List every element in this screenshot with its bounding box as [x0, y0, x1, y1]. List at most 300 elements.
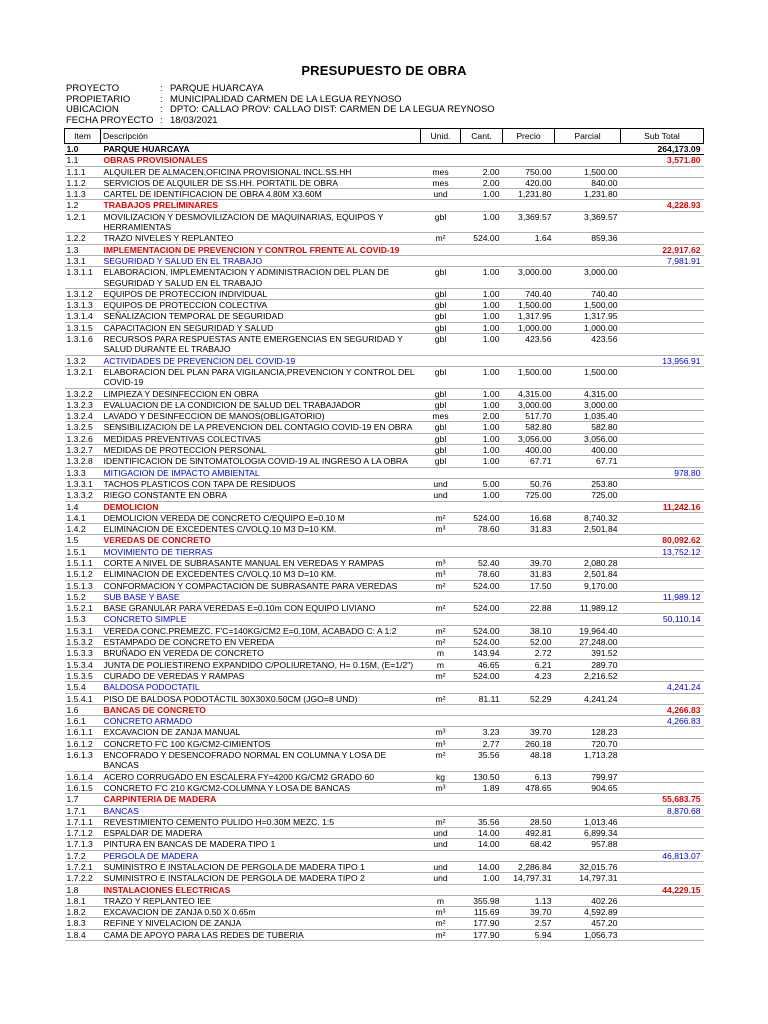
row-item-code: 1.5 — [65, 535, 101, 546]
row-unit: mes — [421, 177, 461, 188]
row-subtotal — [621, 445, 704, 456]
row-unit: m³ — [421, 738, 461, 749]
row-description: ACERO CORRUGADO EN ESCALERA FY=4200 KG/CM2 GRADO 60 — [101, 771, 421, 782]
row-unit: gbl — [421, 322, 461, 333]
row-item-code: 1.3.2.7 — [65, 445, 101, 456]
row-item-code: 1.1 — [65, 155, 101, 166]
table-row — [65, 839, 704, 850]
row-price — [503, 850, 555, 861]
row-price: 3,369.57 — [503, 211, 555, 233]
header-item: Item — [65, 129, 101, 144]
row-description: ALQUILER DE ALMACEN,OFICINA PROVISIONAL INCL.SS.HH — [101, 166, 421, 177]
row-subtotal: 44,229.15 — [621, 884, 704, 895]
table-row — [65, 334, 704, 356]
row-item-code: 1.3.2.8 — [65, 456, 101, 467]
row-unit: m³ — [421, 557, 461, 568]
row-subtotal — [621, 233, 704, 244]
row-unit — [421, 850, 461, 861]
table-row — [65, 648, 704, 659]
row-price: 68.42 — [503, 839, 555, 850]
row-subtotal — [621, 918, 704, 929]
row-subtotal — [621, 166, 704, 177]
row-unit: m² — [421, 637, 461, 648]
header-unit: Unid. — [421, 129, 461, 144]
row-subtotal — [621, 267, 704, 289]
page-title: PRESUPUESTO DE OBRA — [301, 63, 467, 78]
row-quantity: 1.00 — [461, 288, 503, 299]
row-subtotal — [621, 738, 704, 749]
colon-separator: : — [160, 104, 163, 116]
row-partial: 1,500.00 — [555, 166, 621, 177]
row-description: CONFORMACION Y COMPACTACION DE SUBRASANTE PARA VEREDAS — [101, 580, 421, 591]
row-partial: 1,500.00 — [555, 300, 621, 311]
row-partial: 32,015.76 — [555, 862, 621, 873]
row-description: REVESTIMIENTO CEMENTO PULIDO H=0.30M MEZC. 1:5 — [101, 816, 421, 827]
project-info-label: PROPIETARIO — [66, 93, 131, 105]
table-row — [65, 267, 704, 289]
table-row — [65, 828, 704, 839]
row-unit: mes — [421, 411, 461, 422]
row-quantity: 46.65 — [461, 659, 503, 670]
row-quantity — [461, 794, 503, 805]
row-quantity: 52.40 — [461, 557, 503, 568]
row-unit: m² — [421, 580, 461, 591]
row-price — [503, 716, 555, 727]
row-unit — [421, 682, 461, 693]
row-unit: gbl — [421, 445, 461, 456]
row-quantity — [461, 682, 503, 693]
row-price: 17.50 — [503, 580, 555, 591]
row-unit — [421, 501, 461, 512]
row-description: RIEGO CONSTANTE EN OBRA — [101, 490, 421, 501]
row-price — [503, 682, 555, 693]
header-price: Precio — [503, 129, 555, 144]
row-subtotal: 80,092.62 — [621, 535, 704, 546]
row-description: BANCAS — [101, 805, 421, 816]
row-quantity: 524.00 — [461, 670, 503, 681]
row-description: ENCOFRADO Y DESENCOFRADO NORMAL EN COLUMNA Y LOSA DE BANCAS — [101, 750, 421, 772]
row-quantity: 1.00 — [461, 422, 503, 433]
row-description: IDENTIFICACION DE SINTOMATOLOGIA COVID-19 AL INGRESO A LA OBRA — [101, 456, 421, 467]
row-unit — [421, 591, 461, 602]
row-description: RECURSOS PARA RESPUESTAS ANTE EMERGENCIAS EN SEGURIDAD Y SALUD DURANTE EL TRABAJO — [101, 334, 421, 356]
row-unit: m³ — [421, 569, 461, 580]
row-description: ELIMINACION DE EXCEDENTES C/VOLQ.10 M3 D=10 KM. — [101, 524, 421, 535]
row-subtotal: 978.80 — [621, 467, 704, 478]
row-price: 1,317.95 — [503, 311, 555, 322]
table-header-row — [65, 129, 704, 144]
row-price: 517.70 — [503, 411, 555, 422]
row-price: 50.76 — [503, 478, 555, 489]
row-price — [503, 155, 555, 166]
row-price: 740.40 — [503, 288, 555, 299]
row-item-code: 1.5.1 — [65, 546, 101, 557]
row-description: MOVILIZACION Y DESMOVILIZACION DE MAQUINARIAS, EQUIPOS Y HERRAMIENTAS — [101, 211, 421, 233]
row-item-code: 1.3.3.2 — [65, 490, 101, 501]
row-partial: 720.70 — [555, 738, 621, 749]
row-partial: 423.56 — [555, 334, 621, 356]
row-subtotal — [621, 366, 704, 388]
table-row — [65, 177, 704, 188]
row-quantity — [461, 255, 503, 266]
row-item-code: 1.8.4 — [65, 929, 101, 940]
row-quantity — [461, 884, 503, 895]
row-subtotal: 4,241.24 — [621, 682, 704, 693]
row-description: VEREDA CONC.PREMEZC. F'C=140KG/CM2 E=0.10M, ACABADO C: A 1:2 — [101, 625, 421, 636]
row-description: MEDIDAS PREVENTIVAS COLECTIVAS — [101, 433, 421, 444]
row-description: CAMA DE APOYO PARA LAS REDES DE TUBERIA — [101, 929, 421, 940]
row-quantity — [461, 850, 503, 861]
row-subtotal — [621, 637, 704, 648]
row-description: CONCRETO F'C 100 KG/CM2-CIMIENTOS — [101, 738, 421, 749]
row-description: VEREDAS DE CONCRETO — [101, 535, 421, 546]
row-unit: gbl — [421, 211, 461, 233]
row-quantity: 1.00 — [461, 873, 503, 884]
row-partial: 400.00 — [555, 445, 621, 456]
table-row — [65, 591, 704, 602]
row-quantity — [461, 546, 503, 557]
row-partial: 289.70 — [555, 659, 621, 670]
row-unit — [421, 244, 461, 255]
table-row — [65, 716, 704, 727]
row-partial — [555, 501, 621, 512]
row-subtotal: 264,173.09 — [621, 144, 704, 155]
table-row — [65, 244, 704, 255]
row-subtotal — [621, 603, 704, 614]
table-row — [65, 603, 704, 614]
row-price: 1,000.00 — [503, 322, 555, 333]
row-price — [503, 467, 555, 478]
row-description: EQUIPOS DE PROTECCION COLECTIVA — [101, 300, 421, 311]
table-row — [65, 490, 704, 501]
row-partial — [555, 716, 621, 727]
row-description: TACHOS PLASTICOS CON TAPA DE RESIDUOS — [101, 478, 421, 489]
row-description: ELABORACION, IMPLEMENTACION Y ADMINISTRACION DEL PLAN DE SEGURIDAD Y SALUD EN EL TRABAJO — [101, 267, 421, 289]
row-subtotal: 4,266.83 — [621, 716, 704, 727]
row-description: TRAZO Y REPLANTEO IEE — [101, 895, 421, 906]
row-price: 750.00 — [503, 166, 555, 177]
row-unit: m³ — [421, 907, 461, 918]
row-subtotal — [621, 750, 704, 772]
row-price: 2.72 — [503, 648, 555, 659]
table-row — [65, 200, 704, 211]
row-subtotal — [621, 569, 704, 580]
row-subtotal: 3,571.80 — [621, 155, 704, 166]
row-unit: und — [421, 862, 461, 873]
row-partial: 457.20 — [555, 918, 621, 929]
row-unit: und — [421, 828, 461, 839]
row-quantity — [461, 200, 503, 211]
row-item-code: 1.5.3.5 — [65, 670, 101, 681]
row-subtotal: 13,956.91 — [621, 355, 704, 366]
row-subtotal — [621, 478, 704, 489]
row-item-code: 1.3.3 — [65, 467, 101, 478]
row-item-code: 1.5.1.1 — [65, 557, 101, 568]
row-description: CARTEL DE IDENTIFICACION DE OBRA 4.80M X3.60M — [101, 189, 421, 200]
row-subtotal — [621, 399, 704, 410]
row-price: 67.71 — [503, 456, 555, 467]
row-quantity: 1.00 — [461, 445, 503, 456]
row-subtotal: 7,981.91 — [621, 255, 704, 266]
row-quantity: 524.00 — [461, 233, 503, 244]
row-description: CONCRETO ARMADO — [101, 716, 421, 727]
row-partial: 2,501.84 — [555, 569, 621, 580]
row-price: 31.83 — [503, 569, 555, 580]
row-quantity: 524.00 — [461, 580, 503, 591]
table-row — [65, 211, 704, 233]
table-row — [65, 535, 704, 546]
row-description: SEÑALIZACION TEMPORAL DE SEGURIDAD — [101, 311, 421, 322]
table-row — [65, 288, 704, 299]
row-quantity — [461, 805, 503, 816]
row-price — [503, 501, 555, 512]
row-quantity: 524.00 — [461, 625, 503, 636]
row-partial: 19,964.40 — [555, 625, 621, 636]
row-unit — [421, 716, 461, 727]
row-item-code: 1.6.1.2 — [65, 738, 101, 749]
row-description: ACTIVIDADES DE PREVENCION DEL COVID-19 — [101, 355, 421, 366]
row-unit: m² — [421, 512, 461, 523]
row-subtotal — [621, 211, 704, 233]
project-info-value: MUNICIPALIDAD CARMEN DE LA LEGUA REYNOSO — [170, 93, 402, 105]
row-partial: 1,500.00 — [555, 366, 621, 388]
table-row — [65, 738, 704, 749]
table-row — [65, 467, 704, 478]
row-price: 39.70 — [503, 557, 555, 568]
row-unit: m² — [421, 670, 461, 681]
row-item-code: 1.3.2.3 — [65, 399, 101, 410]
row-quantity — [461, 467, 503, 478]
table-row — [65, 659, 704, 670]
row-quantity: 130.50 — [461, 771, 503, 782]
row-item-code: 1.8 — [65, 884, 101, 895]
row-partial: 799.97 — [555, 771, 621, 782]
row-price: 260.18 — [503, 738, 555, 749]
row-subtotal — [621, 580, 704, 591]
row-quantity: 35.56 — [461, 750, 503, 772]
row-subtotal — [621, 907, 704, 918]
row-item-code: 1.5.3.2 — [65, 637, 101, 648]
row-unit: m² — [421, 603, 461, 614]
table-row — [65, 546, 704, 557]
row-item-code: 1.4.1 — [65, 512, 101, 523]
row-description: INSTALACIONES ELECTRICAS — [101, 884, 421, 895]
table-row — [65, 355, 704, 366]
row-item-code: 1.5.3.1 — [65, 625, 101, 636]
table-row — [65, 422, 704, 433]
row-unit — [421, 704, 461, 715]
row-item-code: 1.5.4 — [65, 682, 101, 693]
row-quantity: 2.00 — [461, 177, 503, 188]
table-row — [65, 144, 704, 155]
row-partial: 840.00 — [555, 177, 621, 188]
row-unit — [421, 255, 461, 266]
row-unit: und — [421, 478, 461, 489]
row-item-code: 1.3.2.2 — [65, 388, 101, 399]
row-item-code: 1.5.3 — [65, 614, 101, 625]
row-description: CONCRETO SIMPLE — [101, 614, 421, 625]
row-partial: 2,216.52 — [555, 670, 621, 681]
row-item-code: 1.7.1.2 — [65, 828, 101, 839]
row-unit: gbl — [421, 267, 461, 289]
row-description: PERGOLA DE MADERA — [101, 850, 421, 861]
row-subtotal — [621, 873, 704, 884]
project-info-row — [66, 116, 495, 127]
row-quantity: 115.69 — [461, 907, 503, 918]
row-description: EXCAVACION DE ZANJA MANUAL — [101, 727, 421, 738]
row-price: 48.18 — [503, 750, 555, 772]
row-price: 39.70 — [503, 727, 555, 738]
row-unit — [421, 200, 461, 211]
row-subtotal — [621, 300, 704, 311]
row-unit — [421, 155, 461, 166]
header-quantity: Cant. — [461, 129, 503, 144]
row-quantity: 1.00 — [461, 490, 503, 501]
project-info-label: PROYECTO — [66, 83, 120, 94]
row-item-code: 1.3.1.6 — [65, 334, 101, 356]
project-info-label: UBICACION — [66, 104, 119, 116]
row-partial — [555, 850, 621, 861]
row-item-code: 1.7.1.1 — [65, 816, 101, 827]
project-info — [66, 84, 495, 126]
row-partial — [555, 467, 621, 478]
row-quantity — [461, 355, 503, 366]
row-subtotal — [621, 189, 704, 200]
row-unit — [421, 467, 461, 478]
table-row — [65, 569, 704, 580]
row-partial: 740.40 — [555, 288, 621, 299]
row-quantity — [461, 244, 503, 255]
row-unit: gbl — [421, 366, 461, 388]
row-unit: gbl — [421, 334, 461, 356]
row-partial: 11,989.12 — [555, 603, 621, 614]
row-subtotal — [621, 625, 704, 636]
row-partial — [555, 614, 621, 625]
row-price: 1.13 — [503, 895, 555, 906]
row-description: ESTAMPADO DE CONCRETO EN VEREDA — [101, 637, 421, 648]
row-quantity: 1.00 — [461, 456, 503, 467]
row-price: 52.29 — [503, 693, 555, 704]
colon-separator: : — [160, 114, 163, 126]
row-item-code: 1.5.1.3 — [65, 580, 101, 591]
row-unit — [421, 884, 461, 895]
table-row — [65, 411, 704, 422]
row-quantity — [461, 716, 503, 727]
table-row — [65, 433, 704, 444]
row-partial — [555, 155, 621, 166]
row-price — [503, 704, 555, 715]
row-quantity: 78.60 — [461, 524, 503, 535]
row-description: PINTURA EN BANCAS DE MADERA TIPO 1 — [101, 839, 421, 850]
row-price: 14,797.31 — [503, 873, 555, 884]
table-row — [65, 580, 704, 591]
row-unit: und — [421, 873, 461, 884]
row-description: MOVIMIENTO DE TIERRAS — [101, 546, 421, 557]
row-subtotal — [621, 828, 704, 839]
table-row — [65, 907, 704, 918]
row-price: 2,286.84 — [503, 862, 555, 873]
row-price — [503, 614, 555, 625]
row-subtotal: 46,813.07 — [621, 850, 704, 861]
table-row — [65, 366, 704, 388]
row-price — [503, 794, 555, 805]
row-description: SUMINISTRO E INSTALACION DE PERGOLA DE MADERA TIPO 2 — [101, 873, 421, 884]
row-subtotal — [621, 334, 704, 356]
row-partial: 27,248.00 — [555, 637, 621, 648]
row-description: DEMOLICION — [101, 501, 421, 512]
colon-separator: : — [160, 93, 163, 105]
row-unit: m² — [421, 693, 461, 704]
row-subtotal: 55,683.75 — [621, 794, 704, 805]
row-unit: kg — [421, 771, 461, 782]
project-info-row — [66, 84, 495, 95]
table-row — [65, 884, 704, 895]
row-unit: gbl — [421, 300, 461, 311]
row-description: SERVICIOS DE ALQUILER DE SS.HH. PORTATIL DE OBRA — [101, 177, 421, 188]
table-row — [65, 512, 704, 523]
header-partial: Parcial — [555, 129, 621, 144]
row-price — [503, 884, 555, 895]
row-item-code: 1.3 — [65, 244, 101, 255]
row-unit: m³ — [421, 782, 461, 793]
row-description: SUMINISTRO E INSTALACION DE PERGOLA DE MADERA TIPO 1 — [101, 862, 421, 873]
row-item-code: 1.3.2.5 — [65, 422, 101, 433]
row-price — [503, 200, 555, 211]
row-price: 1.64 — [503, 233, 555, 244]
row-item-code: 1.5.2.1 — [65, 603, 101, 614]
row-item-code: 1.7.2.1 — [65, 862, 101, 873]
row-quantity: 177.90 — [461, 929, 503, 940]
row-item-code: 1.2.1 — [65, 211, 101, 233]
row-description: ELABORACION DEL PLAN PARA VIGILANCIA,PREVENCION Y CONTROL DEL COVID-19 — [101, 366, 421, 388]
row-item-code: 1.6.1.3 — [65, 750, 101, 772]
row-quantity: 524.00 — [461, 603, 503, 614]
row-description: CURADO DE VEREDAS Y RAMPAS — [101, 670, 421, 681]
row-quantity: 1.00 — [461, 300, 503, 311]
row-partial: 957.88 — [555, 839, 621, 850]
row-price: 423.56 — [503, 334, 555, 356]
row-price: 3,000.00 — [503, 399, 555, 410]
row-quantity: 35.56 — [461, 816, 503, 827]
row-price: 582.80 — [503, 422, 555, 433]
project-info-value: 18/03/2021 — [170, 114, 218, 126]
row-partial: 1,056.73 — [555, 929, 621, 940]
row-unit: und — [421, 490, 461, 501]
row-subtotal — [621, 456, 704, 467]
row-quantity: 355.98 — [461, 895, 503, 906]
row-subtotal — [621, 782, 704, 793]
row-subtotal: 22,917.62 — [621, 244, 704, 255]
row-item-code: 1.8.1 — [65, 895, 101, 906]
row-item-code: 1.3.1.4 — [65, 311, 101, 322]
row-unit: m³ — [421, 524, 461, 535]
row-price — [503, 144, 555, 155]
row-partial: 2,501.84 — [555, 524, 621, 535]
row-subtotal — [621, 311, 704, 322]
row-quantity: 1.00 — [461, 334, 503, 356]
row-unit: m — [421, 648, 461, 659]
row-price: 4,315.00 — [503, 388, 555, 399]
row-subtotal: 4,266.83 — [621, 704, 704, 715]
row-quantity: 5.00 — [461, 478, 503, 489]
table-row — [65, 850, 704, 861]
row-item-code: 1.1.3 — [65, 189, 101, 200]
row-subtotal — [621, 512, 704, 523]
row-description: ELIMINACION DE EXCEDENTES C/VOLQ.10 M3 D=10 KM. — [101, 569, 421, 580]
row-item-code: 1.1.1 — [65, 166, 101, 177]
row-description: MEDIDAS DE PROTECCION PERSONAL — [101, 445, 421, 456]
row-unit: gbl — [421, 388, 461, 399]
